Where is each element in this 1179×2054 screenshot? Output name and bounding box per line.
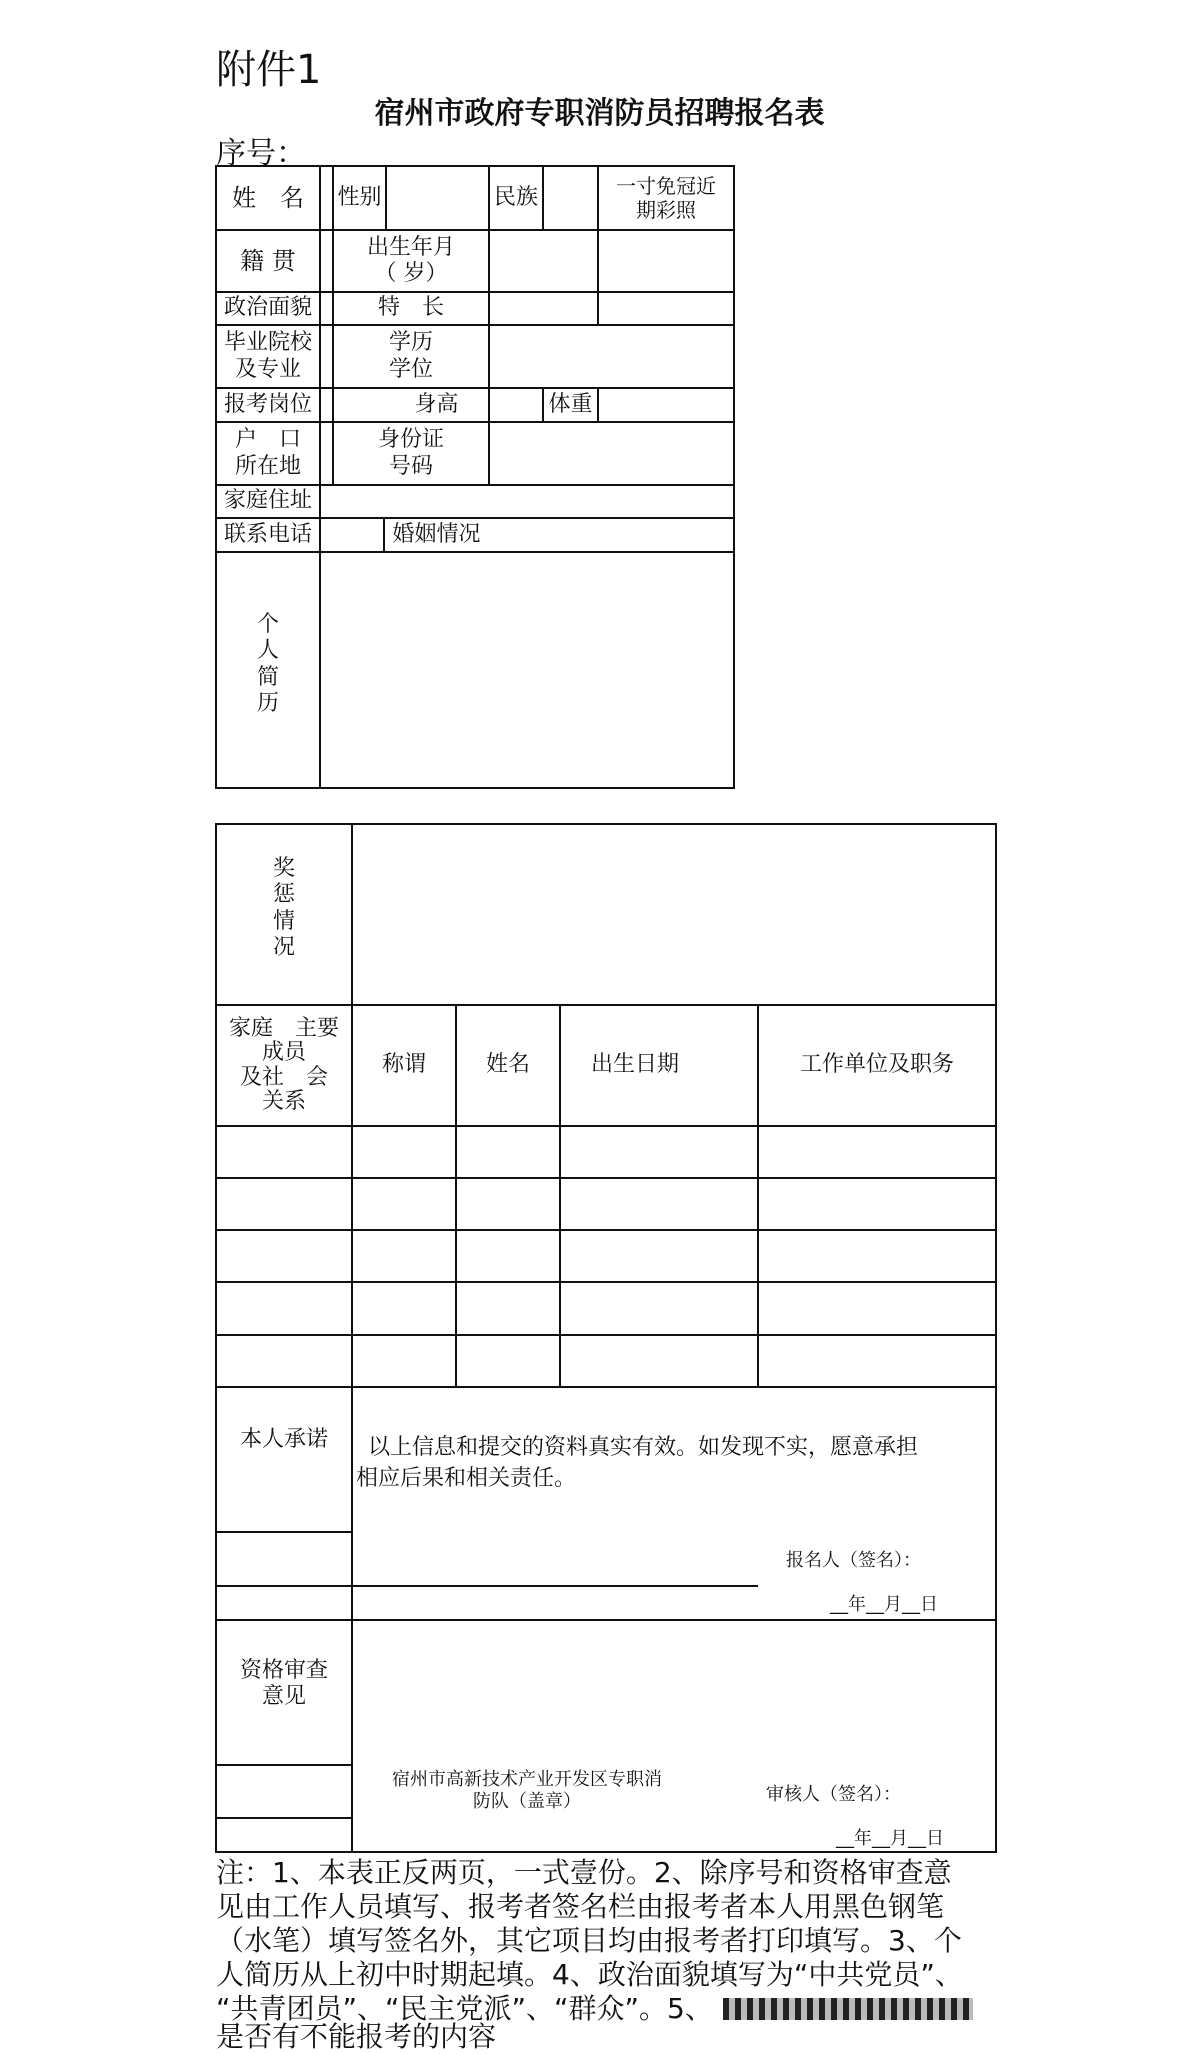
ethnicity-label: 民族	[493, 184, 538, 210]
native-place-label: 籍 贯	[240, 246, 296, 275]
hukou-label: 户 口 所在地	[234, 427, 301, 479]
reviewer-signature-label: 审核人（签名）：	[766, 1784, 901, 1805]
family-members-label: 家庭 主要 成员 及社 会 关系	[228, 1016, 339, 1114]
specialty-label: 特 长	[377, 295, 444, 321]
school-major-label: 毕业院校 及专业	[223, 330, 312, 382]
photo-placeholder: 一寸免冠近 期彩照	[616, 174, 716, 222]
notes-line: 见由工作人员填写、报考者签名栏由报考者本人用黑色钢笔	[216, 1890, 945, 1923]
gender-label: 性别	[337, 184, 382, 210]
notes-line: 注：1、本表正反两页，一式壹份。2、除序号和资格审查意	[216, 1856, 952, 1889]
awards-label: 奖 惩 情 况	[272, 856, 295, 961]
pledge-text-line1: 以上信息和提交的资料真实有效。如发现不实，愿意承担	[368, 1435, 919, 1460]
column-name: 姓名	[485, 1052, 530, 1078]
serial-number-label: 序号：	[216, 136, 306, 171]
id-number-label: 身份证 号码	[377, 427, 444, 479]
attachment-label: 附件1	[216, 47, 322, 93]
column-relation: 称谓	[381, 1052, 426, 1078]
stamp-unit: 宿州市高新技术产业开发区专职消 防队（盖章）	[392, 1769, 662, 1812]
applicant-date: __年__月__日	[830, 1594, 938, 1615]
pledge-label: 本人承诺	[239, 1426, 328, 1452]
birth-date-label: 出生年月 （ 岁）	[366, 234, 455, 286]
political-status-label: 政治面貌	[223, 295, 312, 321]
home-address-label: 家庭住址	[223, 488, 312, 514]
name-label: 姓 名	[232, 183, 304, 212]
height-label: 身高	[414, 391, 459, 417]
resume-label: 个 人 简 历	[256, 612, 279, 717]
degree-label: 学历 学位	[388, 330, 433, 382]
reviewer-date: __年__月__日	[836, 1828, 944, 1849]
qualification-review-label: 资格审查 意见	[239, 1657, 328, 1709]
marital-status-label: 婚姻情况	[392, 521, 481, 547]
notes-line: “共青团员”、“民主党派”、“群众”。5、	[216, 1992, 713, 2025]
notes-line: 是否有不能报考的内容	[216, 2020, 497, 2053]
phone-label: 联系电话	[223, 521, 312, 547]
notes-line: 人简历从上初中时期起填。4、政治面貌填写为“中共党员”、	[216, 1958, 963, 1991]
weight-label: 体重	[548, 391, 593, 417]
pledge-text-line2: 相应后果和相关责任。	[356, 1466, 577, 1491]
column-birth-date: 出生日期	[590, 1052, 679, 1078]
form-title: 宿州市政府专职消防员招聘报名表	[374, 96, 825, 131]
notes-section	[216, 1856, 1006, 2054]
applied-position-label: 报考岗位	[223, 391, 312, 417]
column-work-unit: 工作单位及职务	[799, 1052, 954, 1078]
notes-line: （水笔）填写签名外，其它项目均由报考者打印填写。3、个	[216, 1924, 962, 1957]
applicant-signature-label: 报名人（签名）：	[786, 1550, 921, 1571]
redaction-mark	[723, 1998, 973, 2020]
